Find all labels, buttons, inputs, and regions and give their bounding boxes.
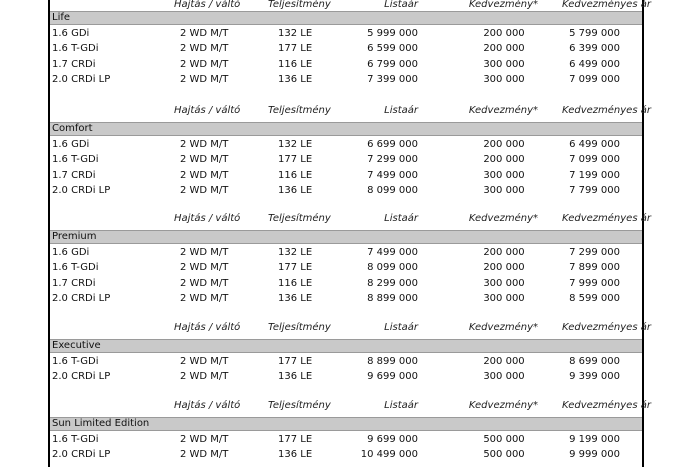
- discount-cell: 300 000: [483, 74, 525, 86]
- discount-cell: 300 000: [483, 169, 525, 181]
- power-cell: 136 LE: [278, 74, 313, 86]
- drive-cell: 2 WD M/T: [180, 434, 229, 445]
- model-cell: 1.7 CRDi: [52, 58, 96, 70]
- list-price-cell: 7 399 000: [367, 74, 418, 86]
- header-discount-price: Kedvezményes ár: [562, 213, 651, 224]
- discount-price-cell: 8 699 000: [569, 356, 620, 367]
- column-header-row: [50, 321, 651, 335]
- discount-cell: 200 000: [483, 247, 525, 258]
- power-cell: 177 LE: [278, 262, 313, 274]
- header-discount: Kedvezmény*: [468, 0, 538, 10]
- model-cell: 1.6 T-GDi: [52, 356, 99, 367]
- list-price-cell: 8 099 000: [367, 262, 418, 274]
- power-cell: 132 LE: [278, 247, 313, 258]
- model-cell: 2.0 CRDi LP: [52, 185, 111, 197]
- model-cell: 1.7 CRDi: [52, 169, 96, 181]
- drive-cell: 2 WD M/T: [180, 139, 229, 150]
- discount-cell: 200 000: [483, 154, 525, 166]
- header-drive: Hajtás / váltó: [174, 105, 241, 116]
- table-row: [50, 291, 642, 306]
- power-cell: 177 LE: [278, 154, 313, 166]
- discount-cell: 200 000: [483, 43, 525, 55]
- header-drive: Hajtás / váltó: [174, 213, 241, 224]
- model-cell: 1.6 T-GDi: [52, 43, 99, 55]
- discount-cell: 300 000: [483, 293, 525, 305]
- model-cell: 1.6 T-GDi: [52, 262, 99, 274]
- discount-price-cell: 7 799 000: [569, 185, 620, 197]
- table-row: [50, 152, 642, 167]
- list-price-cell: 8 299 000: [367, 277, 418, 289]
- discount-price-cell: 6 399 000: [569, 43, 620, 55]
- list-price-cell: 8 899 000: [367, 293, 418, 305]
- drive-cell: 2 WD M/T: [180, 28, 229, 39]
- discount-price-cell: 6 499 000: [569, 58, 620, 70]
- section-bar: [50, 339, 642, 353]
- table-row: [50, 245, 642, 260]
- header-discount-price: Kedvezményes ár: [562, 0, 651, 10]
- section-bar: [50, 417, 642, 431]
- table-row: [50, 276, 642, 291]
- discount-price-cell: 9 399 000: [569, 371, 620, 383]
- discount-price-cell: 7 099 000: [569, 74, 620, 86]
- list-price-cell: 7 499 000: [367, 169, 418, 181]
- table-row: [50, 183, 642, 198]
- table-row: [50, 447, 642, 462]
- header-discount: Kedvezmény*: [468, 105, 538, 116]
- model-cell: 2.0 CRDi LP: [52, 74, 111, 86]
- model-cell: 1.6 GDi: [52, 247, 90, 258]
- table-row: [50, 168, 642, 183]
- discount-price-cell: 7 899 000: [569, 262, 620, 274]
- discount-cell: 200 000: [483, 262, 525, 274]
- model-cell: 2.0 CRDi LP: [52, 371, 111, 383]
- header-discount: Kedvezmény*: [468, 400, 538, 411]
- power-cell: 116 LE: [278, 277, 313, 289]
- list-price-cell: 6 799 000: [367, 58, 418, 70]
- header-discount-price: Kedvezményes ár: [562, 322, 651, 333]
- header-discount: Kedvezmény*: [468, 322, 538, 333]
- drive-cell: 2 WD M/T: [180, 371, 229, 383]
- discount-price-cell: 7 299 000: [569, 247, 620, 258]
- model-cell: 2.0 CRDi LP: [52, 449, 111, 461]
- section-title: Life: [52, 12, 71, 23]
- header-drive: Hajtás / váltó: [174, 322, 241, 333]
- header-power: Teljesítmény: [268, 400, 331, 411]
- section-bar: [50, 230, 642, 244]
- section-title: Comfort: [52, 123, 93, 134]
- price-list-table: [48, 0, 651, 467]
- header-power: Teljesítmény: [268, 213, 331, 224]
- power-cell: 116 LE: [278, 169, 313, 181]
- power-cell: 132 LE: [278, 139, 313, 150]
- table-row: [50, 260, 642, 275]
- header-discount: Kedvezmény*: [468, 213, 538, 224]
- list-price-cell: 6 699 000: [367, 139, 418, 150]
- power-cell: 136 LE: [278, 293, 313, 305]
- list-price-cell: 9 699 000: [367, 371, 418, 383]
- table-row: [50, 41, 642, 56]
- list-price-cell: 7 499 000: [367, 247, 418, 258]
- discount-cell: 300 000: [483, 277, 525, 289]
- power-cell: 132 LE: [278, 28, 313, 39]
- discount-price-cell: 7 199 000: [569, 169, 620, 181]
- discount-price-cell: 7 099 000: [569, 154, 620, 166]
- power-cell: 116 LE: [278, 58, 313, 70]
- discount-cell: 200 000: [483, 28, 525, 39]
- header-list-price: Listaár: [384, 105, 418, 116]
- header-power: Teljesítmény: [268, 322, 331, 333]
- header-power: Teljesítmény: [268, 0, 331, 10]
- model-cell: 1.6 GDi: [52, 139, 90, 150]
- header-list-price: Listaár: [384, 0, 418, 10]
- drive-cell: 2 WD M/T: [180, 74, 229, 86]
- table-row: [50, 72, 642, 87]
- power-cell: 177 LE: [278, 434, 313, 445]
- discount-price-cell: 7 999 000: [569, 277, 620, 289]
- discount-cell: 200 000: [483, 139, 525, 150]
- model-cell: 2.0 CRDi LP: [52, 293, 111, 305]
- discount-price-cell: 6 499 000: [569, 139, 620, 150]
- model-cell: 1.7 CRDi: [52, 277, 96, 289]
- model-cell: 1.6 GDi: [52, 28, 90, 39]
- drive-cell: 2 WD M/T: [180, 247, 229, 258]
- discount-cell: 300 000: [483, 58, 525, 70]
- power-cell: 177 LE: [278, 43, 313, 55]
- discount-cell: 500 000: [483, 449, 525, 461]
- section-title: Sun Limited Edition: [52, 418, 150, 429]
- list-price-cell: 7 299 000: [367, 154, 418, 166]
- discount-cell: 200 000: [483, 356, 525, 367]
- section-bar: [50, 11, 642, 25]
- drive-cell: 2 WD M/T: [180, 356, 229, 367]
- section-title: Premium: [52, 231, 97, 242]
- drive-cell: 2 WD M/T: [180, 169, 229, 181]
- section-bar: [50, 122, 642, 136]
- list-price-cell: 5 999 000: [367, 28, 418, 39]
- column-header-row: [50, 104, 651, 118]
- power-cell: 136 LE: [278, 449, 313, 461]
- table-row: [50, 26, 642, 41]
- header-power: Teljesítmény: [268, 105, 331, 116]
- table-row: [50, 57, 642, 72]
- list-price-cell: 10 499 000: [360, 449, 418, 461]
- table-row: [50, 432, 642, 447]
- drive-cell: 2 WD M/T: [180, 262, 229, 274]
- list-price-cell: 8 099 000: [367, 185, 418, 197]
- discount-price-cell: 9 199 000: [569, 434, 620, 445]
- list-price-cell: 8 899 000: [367, 356, 418, 367]
- column-header-row: [50, 212, 651, 226]
- header-list-price: Listaár: [384, 213, 418, 224]
- header-list-price: Listaár: [384, 322, 418, 333]
- model-cell: 1.6 T-GDi: [52, 154, 99, 166]
- header-list-price: Listaár: [384, 400, 418, 411]
- discount-price-cell: 9 999 000: [569, 449, 620, 461]
- power-cell: 177 LE: [278, 356, 313, 367]
- column-header-row: [50, 399, 651, 413]
- drive-cell: 2 WD M/T: [180, 185, 229, 197]
- drive-cell: 2 WD M/T: [180, 293, 229, 305]
- header-drive: Hajtás / váltó: [174, 0, 241, 10]
- discount-price-cell: 5 799 000: [569, 28, 620, 39]
- table-row: [50, 369, 642, 384]
- power-cell: 136 LE: [278, 371, 313, 383]
- model-cell: 1.6 T-GDi: [52, 434, 99, 445]
- drive-cell: 2 WD M/T: [180, 277, 229, 289]
- discount-cell: 500 000: [483, 434, 525, 445]
- table-row: [50, 354, 642, 369]
- drive-cell: 2 WD M/T: [180, 449, 229, 461]
- drive-cell: 2 WD M/T: [180, 43, 229, 55]
- table-row: [50, 137, 642, 152]
- drive-cell: 2 WD M/T: [180, 58, 229, 70]
- power-cell: 136 LE: [278, 185, 313, 197]
- discount-cell: 300 000: [483, 185, 525, 197]
- header-discount-price: Kedvezményes ár: [562, 105, 651, 116]
- discount-cell: 300 000: [483, 371, 525, 383]
- header-discount-price: Kedvezményes ár: [562, 400, 651, 411]
- list-price-cell: 9 699 000: [367, 434, 418, 445]
- header-drive: Hajtás / váltó: [174, 400, 241, 411]
- discount-price-cell: 8 599 000: [569, 293, 620, 305]
- drive-cell: 2 WD M/T: [180, 154, 229, 166]
- list-price-cell: 6 599 000: [367, 43, 418, 55]
- section-title: Executive: [52, 340, 101, 351]
